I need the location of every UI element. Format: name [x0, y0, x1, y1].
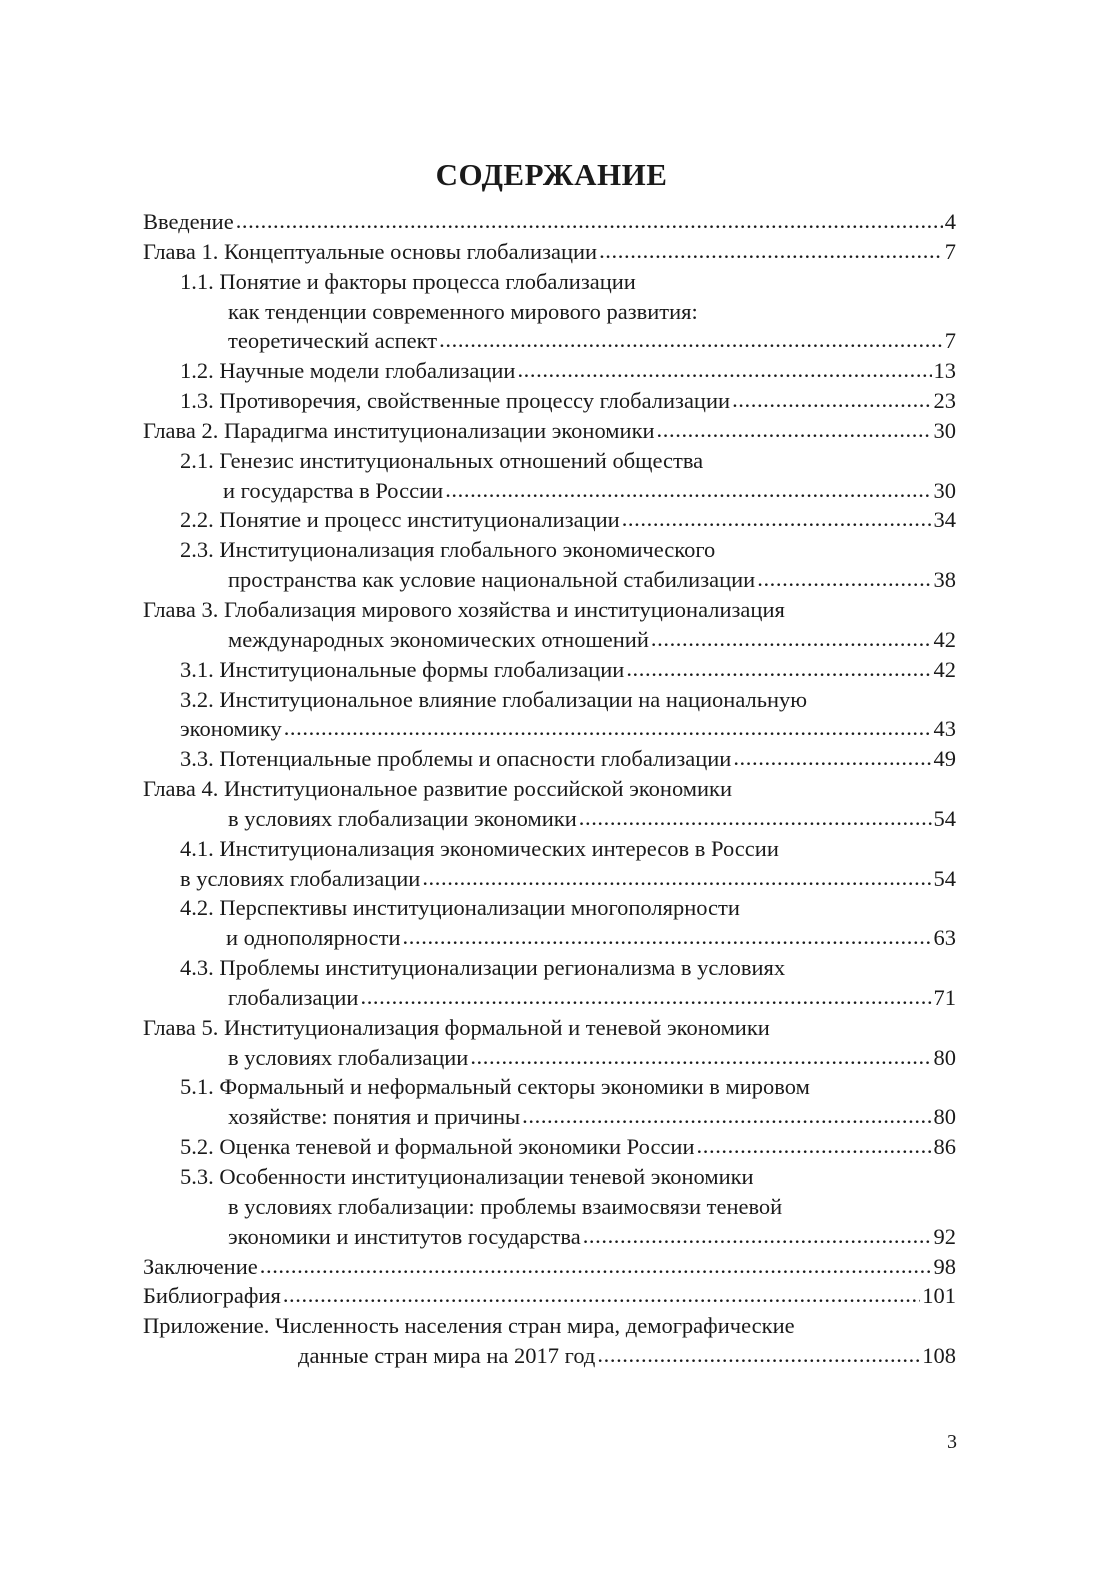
- toc-page-number: 71: [933, 984, 956, 1010]
- toc-line: [143, 744, 956, 774]
- toc-section-entry[interactable]: [143, 1132, 956, 1162]
- toc-entry-text: 2.3. Институционализация глобального экономического: [180, 537, 716, 563]
- toc-page-number: 101: [922, 1283, 956, 1309]
- toc-page-number: 49: [933, 746, 956, 772]
- toc-entry-text: 4.3. Проблемы институционализации регионализма в условиях: [180, 955, 786, 981]
- toc-section-entry[interactable]: [143, 893, 956, 953]
- toc-entry-text: в условиях глобализации: [228, 1044, 469, 1070]
- toc-entry-text: Глава 3. Глобализация мирового хозяйства и институционализация: [143, 596, 785, 622]
- toc-chapter-entry[interactable]: [143, 1013, 956, 1073]
- dot-leader: [445, 476, 931, 505]
- toc-line: [143, 923, 956, 953]
- toc-line: [143, 1043, 956, 1073]
- toc-line: [143, 625, 956, 655]
- dot-leader: [622, 505, 932, 534]
- toc-entry-text: Глава 2. Парадигма институционализации экономики: [143, 417, 655, 443]
- toc-entry-text: 5.3. Особенности институционализации теневой экономики: [180, 1164, 754, 1189]
- toc-line: [143, 386, 956, 416]
- toc-entry-text: Глава 5. Институционализация формальной и теневой экономики: [143, 1014, 770, 1040]
- toc-page-number: 86: [933, 1134, 956, 1160]
- toc-page-number: 7: [944, 238, 956, 264]
- toc-entry-text: 4.2. Перспективы институционализации многополярности: [180, 895, 740, 921]
- toc-entry-text: 2.1. Генезис институциональных отношений общества: [180, 447, 704, 473]
- toc-line: [143, 1162, 956, 1192]
- dot-leader: [517, 356, 931, 385]
- toc-section-entry[interactable]: [143, 685, 956, 745]
- toc-entry-text: 1.1. Понятие и факторы процесса глобализации: [180, 268, 636, 294]
- toc-chapter-entry[interactable]: [143, 237, 956, 267]
- toc-section-entry[interactable]: [143, 953, 956, 1013]
- toc-line: [143, 1341, 956, 1371]
- toc-entry-text: как тенденции современного мирового развития:: [228, 298, 698, 324]
- toc-entry-text: Введение: [143, 209, 234, 234]
- dot-leader: [284, 714, 932, 743]
- toc-chapter-entry[interactable]: [143, 416, 956, 446]
- toc-section-entry[interactable]: [143, 1162, 956, 1252]
- toc-page-number: 54: [933, 805, 956, 831]
- toc-entry-text: в условиях глобализации экономики: [228, 805, 577, 831]
- dot-leader: [599, 237, 943, 266]
- toc-line: [143, 1281, 956, 1311]
- toc-line: [143, 834, 956, 864]
- toc-page-number: 34: [933, 507, 956, 533]
- dot-leader: [422, 864, 931, 893]
- toc-line: [143, 774, 956, 804]
- toc-page-number: 7: [944, 328, 956, 354]
- toc-line: [143, 416, 956, 446]
- toc-section-entry[interactable]: [143, 655, 956, 685]
- toc-entry-text: 5.2. Оценка теневой и формальной экономики России: [180, 1134, 695, 1160]
- dot-leader: [583, 1222, 932, 1251]
- dot-leader: [697, 1132, 932, 1161]
- page-title: СОДЕРЖАНИЕ: [435, 157, 668, 192]
- dot-leader: [733, 744, 931, 773]
- toc-line: [143, 1252, 956, 1282]
- toc-entry-text: 3.1. Институциональные формы глобализации: [180, 656, 625, 682]
- toc-entry-text: Заключение: [143, 1253, 258, 1279]
- toc-section-entry[interactable]: [143, 356, 956, 386]
- toc-line: [143, 1013, 956, 1043]
- toc-chapter-entry[interactable]: [143, 1252, 956, 1282]
- toc-entry-text: международных экономических отношений: [228, 626, 649, 652]
- toc-entry-text: пространства как условие национальной стабилизации: [228, 567, 756, 593]
- toc-line: [143, 864, 956, 894]
- toc-line: [143, 565, 956, 595]
- toc-page-number: 30: [933, 417, 956, 443]
- dot-leader: [236, 207, 943, 236]
- toc-section-entry[interactable]: [143, 1072, 956, 1132]
- toc-line: [143, 1102, 956, 1132]
- table-of-contents: [143, 207, 956, 1371]
- dot-leader: [260, 1252, 932, 1281]
- toc-page-number: 4: [944, 209, 956, 234]
- toc-entry-text: в условиях глобализации: [180, 865, 421, 891]
- dot-leader: [283, 1281, 920, 1310]
- dot-leader: [403, 923, 932, 952]
- toc-line: [143, 1192, 956, 1222]
- dot-leader: [360, 983, 931, 1012]
- toc-page-number: 43: [933, 716, 956, 742]
- toc-entry-text: и однополярности: [226, 925, 401, 951]
- dot-leader: [651, 625, 932, 654]
- toc-entry-text: 5.1. Формальный и неформальный секторы экономики в мировом: [180, 1074, 810, 1100]
- dot-leader: [657, 416, 932, 445]
- toc-section-entry[interactable]: [143, 744, 956, 774]
- toc-section-entry[interactable]: [143, 446, 956, 506]
- toc-entry-text: данные стран мира на 2017 год: [298, 1343, 596, 1369]
- dot-leader: [757, 565, 931, 594]
- toc-chapter-entry[interactable]: [143, 1311, 956, 1371]
- toc-line: [143, 1311, 956, 1341]
- toc-line: [143, 237, 956, 267]
- toc-page-number: 42: [933, 626, 956, 652]
- toc-section-entry[interactable]: [143, 386, 956, 416]
- dot-leader: [597, 1341, 920, 1370]
- toc-line: [143, 356, 956, 386]
- toc-chapter-entry[interactable]: [143, 774, 956, 834]
- toc-page-number: 63: [933, 925, 956, 951]
- toc-entry-text: в условиях глобализации: проблемы взаимосвязи теневой: [228, 1193, 783, 1219]
- toc-entry-text: 1.2. Научные модели глобализации: [180, 358, 516, 384]
- toc-chapter-entry[interactable]: [143, 595, 956, 655]
- toc-page-number: 98: [933, 1253, 956, 1279]
- toc-page-number: 30: [933, 477, 956, 503]
- toc-line: [143, 595, 956, 625]
- dot-leader: [732, 386, 931, 415]
- toc-line: [143, 714, 956, 744]
- toc-line: [143, 446, 956, 476]
- toc-entry-text: хозяйстве: понятия и причины: [228, 1104, 521, 1130]
- toc-entry-text: Глава 4. Институциональное развитие российской экономики: [143, 776, 733, 802]
- dot-leader: [470, 1043, 931, 1072]
- toc-entry-text: и государства в России: [223, 477, 444, 503]
- toc-line: [143, 1132, 956, 1162]
- toc-line: [143, 893, 956, 923]
- toc-section-entry[interactable]: [143, 267, 956, 357]
- toc-line: [143, 953, 956, 983]
- toc-line: [143, 326, 956, 356]
- dot-leader: [439, 326, 943, 355]
- dot-leader: [579, 804, 932, 833]
- toc-page-number: 80: [933, 1104, 956, 1130]
- toc-line: [143, 655, 956, 685]
- toc-entry-text: Глава 1. Концептуальные основы глобализации: [143, 238, 598, 264]
- toc-page-number: 54: [933, 865, 956, 891]
- toc-section-entry[interactable]: [143, 834, 956, 894]
- toc-line: [143, 685, 956, 715]
- toc-entry-text: 2.2. Понятие и процесс институционализации: [180, 507, 620, 533]
- toc-line: [143, 207, 956, 237]
- toc-line: [143, 476, 956, 506]
- toc-entry-text: 3.3. Потенциальные проблемы и опасности глобализации: [180, 746, 732, 772]
- toc-page-number: 108: [922, 1343, 956, 1369]
- toc-page-number: 80: [933, 1044, 956, 1070]
- toc-entry-text: 3.2. Институциональное влияние глобализации на национальную: [180, 686, 808, 712]
- toc-chapter-entry[interactable]: [143, 1281, 956, 1311]
- toc-line: [143, 804, 956, 834]
- toc-chapter-entry[interactable]: [143, 207, 956, 237]
- toc-page-number: 23: [933, 388, 956, 414]
- toc-entry-text: 1.3. Противоречия, свойственные процессу глобализации: [180, 388, 731, 414]
- dot-leader: [522, 1102, 931, 1131]
- toc-entry-text: экономики и институтов государства: [228, 1223, 581, 1249]
- toc-entry-text: Библиография: [143, 1283, 281, 1309]
- toc-line: [143, 267, 956, 297]
- toc-line: [143, 983, 956, 1013]
- toc-page-number: 38: [933, 567, 956, 593]
- toc-line: [143, 505, 956, 535]
- toc-page-number: 42: [933, 656, 956, 682]
- toc-entry-text: Приложение. Численность населения стран мира, демографические: [143, 1313, 795, 1339]
- toc-entry-text: теоретический аспект: [228, 328, 438, 354]
- toc-section-entry[interactable]: [143, 535, 956, 595]
- toc-entry-text: 4.1. Институционализация экономических интересов в России: [180, 835, 779, 861]
- toc-line: [143, 535, 956, 565]
- toc-entry-text: экономику: [180, 716, 282, 742]
- toc-line: [143, 1072, 956, 1102]
- toc-line: [143, 1222, 956, 1252]
- toc-page-number: 92: [933, 1223, 956, 1249]
- toc-entry-text: глобализации: [228, 984, 359, 1010]
- dot-leader: [626, 655, 931, 684]
- toc-line: [143, 297, 956, 327]
- page-number: 3: [947, 1431, 957, 1453]
- toc-section-entry[interactable]: [143, 505, 956, 535]
- toc-page-number: 13: [933, 358, 956, 384]
